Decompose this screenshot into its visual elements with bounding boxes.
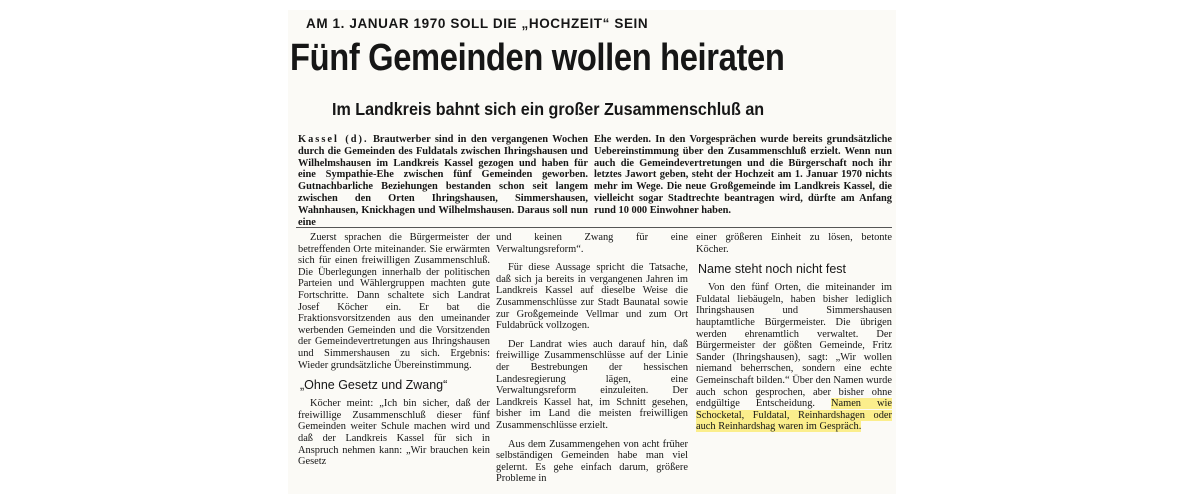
- lead-text-right: Ehe werden. In den Vorgesprächen wurde bereits grundsätzliche Uebereinstimmung über den Zusammenschluß erzielt. Wenn nun auch die Gemeindevertretungen und die Bürgerschaft noch ihr letztes Jawort geben, steht der Hochzeit am 1. Januar 1970 nichts mehr im Wege. Die neue Großgemeinde im Landkreis Kassel, die vielleicht sogar Stadtrechte beantragen wird, dürfte am Anfang rund 10 000 Einwohner haben.: [594, 134, 892, 216]
- body-paragraph: Köcher meint: „Ich bin sicher, daß der freiwillige Zusammenschluß dieser fünf Gemeinden weiter Schule machen wird und daß der Landkreis Kassel für sich in Anspruch nehmen kann: „Wir brauchen kein Gesetz: [298, 398, 490, 468]
- body-paragraph: [696, 282, 892, 433]
- lead-text-left: Brautwerber sind in den vergangenen Wochen durch die Gemeinden des Fuldatals zwischen Ihringshausen und Wilhelmshausen im Landkreis Kassel gezogen und haben für eine Sympathie-Ehe zwischen fünf Gemeinden geworben. Gutnachbarliche Beziehungen bestanden schon seit langem zwischen den Orten Ihringshausen, Simmershausen, Wahnhausen, Knickhagen und Wilhelmshausen. Daraus soll nun eine: [298, 134, 588, 228]
- body-paragraph: und keinen Zwang für eine Verwaltungsreform“.: [496, 232, 688, 255]
- article-kicker: AM 1. JANUAR 1970 SOLL DIE „HOCHZEIT“ SEIN: [306, 16, 649, 31]
- dateline: Kassel (d).: [298, 134, 369, 145]
- body-paragraph: Der Landrat wies auch darauf hin, daß freiwillige Zusammenschlüsse auf der Linie der Bestrebungen der hessischen Landesregierung lägen, eine Verwaltungsreform einzuleiten. Der Landkreis Kassel hat, im Schnitt gesehen, bisher im Land die meisten freiwilligen Zusammenschlüsse erzielt.: [496, 338, 688, 431]
- body-text: Von den fünf Orten, die miteinander im Fuldatal liebäugeln, haben bisher lediglich Ihringshausen und Simmershausen hauptamtliche Bürgermeister. Die übrigen werden ehrenamtlich verwaltet. Der Bürgermeister der gößten Gemeinde, Fritz Sander (Ihringshausen), sagt: „Wir wollen niemand beherrschen, sondern eine echte Gemeinschaft bilden.“ Über den Namen wurde auch schon gesprochen, aber bisher ohne endgültige Entscheidung.: [696, 282, 892, 410]
- newspaper-clipping: [288, 10, 896, 494]
- body-paragraph: Zuerst sprachen die Bürgermeister der betreffenden Orte miteinander. Sie erwärmten sich für einen freiwilligen Zusammenschluß. Die Überlegungen innerhalb der politischen Parteien und Wählergruppen machten gute Fortschritte. Dann schaltete sich Landrat Josef Köcher ein. Er bat die Fraktionsvorsitzenden aus den umeinander werbenden Gemeinden und die Vorsitzenden der Gemeindevertretungen aus Ihringshausen und Simmershausen zu sich. Ergebnis: Wieder grundsätzliche Übereinstimmung.: [298, 232, 490, 371]
- text-column-3: [696, 232, 892, 440]
- section-heading-ohne-gesetz: „Ohne Gesetz und Zwang“: [300, 378, 448, 393]
- body-paragraph: Für diese Aussage spricht die Tatsache, daß sich ja bereits in vergangenen Jahren im Landkreis Kassel auf dieselbe Weise die Zusammenschlüsse zur Stadt Baunatal sowie zur Großgemeinde Vellmar und zum Ort Fuldabrück vollzogen.: [496, 262, 688, 332]
- article-subheadline: Im Landkreis bahnt sich ein großer Zusammenschluß an: [332, 99, 765, 119]
- divider-rule: [296, 227, 892, 228]
- body-paragraph: Aus dem Zusammengehen von acht früher selbständigen Gemeinden habe man viel gelernt. Es gehe einfach darum, größere Probleme in: [496, 438, 688, 485]
- lead-paragraph-left: [298, 134, 588, 228]
- highlighted-text: Namen wie Schocketal, Fuldatal, Reinhardshagen oder auch Reinhardshag waren im Gespräch.: [696, 398, 892, 433]
- article-headline: Fünf Gemeinden wollen heiraten: [290, 37, 785, 79]
- text-column-2: [496, 232, 688, 492]
- lead-paragraph-right: [594, 134, 892, 217]
- body-paragraph: einer größeren Einheit zu lösen, betonte Köcher.: [696, 232, 892, 255]
- text-column-1: [298, 232, 490, 475]
- section-heading-name-steht: Name steht noch nicht fest: [698, 262, 846, 277]
